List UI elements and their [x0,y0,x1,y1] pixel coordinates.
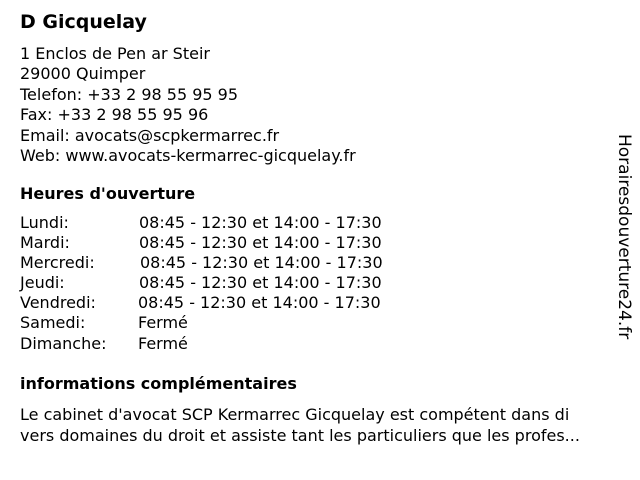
day-hours: 08:45 - 12:30 et 14:00 - 17:30 [139,233,382,253]
day-hours: Fermé [138,333,188,353]
day-label: Vendredi: [20,293,96,313]
fax-number: Fax: +33 2 98 55 95 96 [20,105,209,125]
day-hours: 08:45 - 12:30 et 14:00 - 17:30 [139,273,382,293]
phone-number[interactable]: Telefon: +33 2 98 55 95 95 [20,84,239,104]
day-hours: 08:45 - 12:30 et 14:00 - 17:30 [139,213,382,232]
day-label: Lundi: [20,213,69,232]
day-hours: Fermé [138,313,188,333]
day-hours: 08:45 - 12:30 et 14:00 - 17:30 [138,293,381,313]
info-line: vers domaines du droit et assiste tant les particuliers que les profes... [20,425,580,445]
watermark [610,134,638,344]
info-line: Le cabinet d'avocat SCP Kermarrec Gicquelay est compétent dans di [20,405,570,424]
day-label: Samedi: [20,313,86,333]
day-label: Jeudi: [20,273,65,293]
day-hours: 08:45 - 12:30 et 14:00 - 17:30 [140,253,383,273]
hours-heading: Heures d'ouverture [20,184,196,203]
watermark-text: Horairesdouverture24.fr [614,134,634,340]
day-label: Dimanche: [20,333,107,353]
info-description [20,405,630,446]
day-label: Mercredi: [20,253,95,273]
contact-block [20,44,356,166]
street-address: 1 Enclos de Pen ar Steir [20,44,210,63]
website-link[interactable]: Web: www.avocats-kermarrec-gicquelay.fr [20,146,356,166]
info-heading: informations complémentaires [20,374,297,393]
email-address[interactable]: Email: avocats@scpkermarrec.fr [20,125,280,145]
day-label: Mardi: [20,233,70,253]
city-postcode: 29000 Quimper [20,64,146,84]
business-name: D Gicquelay [20,11,147,33]
